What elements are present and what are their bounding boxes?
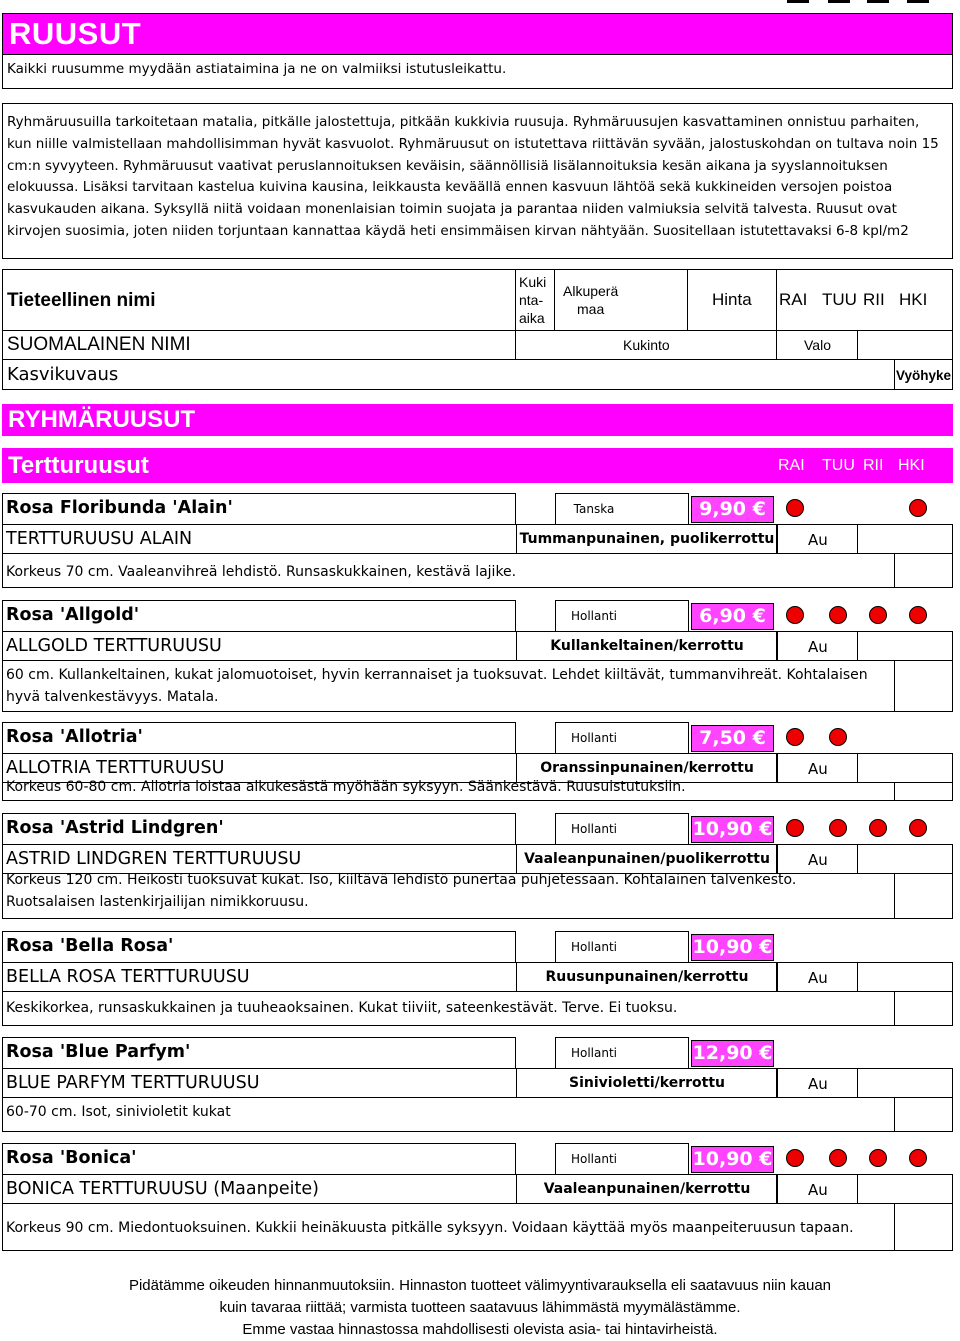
flower-type: Ruusunpunainen/kerrottu	[545, 969, 749, 985]
legend-bloom-cell	[515, 330, 777, 360]
flower-type: Kullankeltainen/kerrottu	[550, 638, 744, 654]
zone-dot	[829, 819, 847, 837]
rose-entry	[2, 1143, 953, 1251]
scientific-name: Rosa 'Allgold'	[6, 605, 140, 625]
empty-cell	[857, 631, 953, 661]
empty-cell	[857, 524, 953, 554]
legend-origin-cell	[554, 269, 688, 331]
plant-description: Keskikorkea, runsaskukkainen ja tuuheaoksainen. Kukat tiiviit, sateenkestävät. Terve. Ei tuoksu.	[6, 1000, 678, 1016]
plant-description: 60 cm. Kullankeltainen, kukat jalomuotoiset, hyvin kerrannaiset ja tuoksuvat. Lehdet kiiltävät, tummanvihreät. Kohtalaisen hyvä talvenkestävyys. Matala.	[6, 667, 868, 705]
scientific-name: Rosa 'Bella Rosa'	[6, 936, 174, 956]
zone-cell	[894, 1097, 953, 1132]
rose-entry	[2, 1037, 953, 1132]
zone-dot	[869, 1149, 887, 1167]
legend-price-cell	[687, 269, 777, 331]
zone-dot	[786, 1149, 804, 1167]
scientific-name: Rosa 'Blue Parfym'	[6, 1042, 191, 1062]
legend-light-cell	[776, 330, 858, 360]
light-requirement: Au	[808, 851, 828, 869]
zone-dot	[786, 499, 804, 517]
origin-country: Hollanti	[570, 822, 618, 836]
section-title: RYHMÄRUUSUT	[8, 406, 196, 433]
scientific-name: Rosa 'Allotria'	[6, 727, 143, 747]
top-mark	[828, 0, 850, 3]
section-bar	[2, 404, 953, 436]
origin-country: Hollanti	[570, 731, 618, 745]
footer-line: kuin tavaraa riittää; varmista tuotteen saatavuus lähimmästä myymälästämme.	[219, 1299, 741, 1316]
top-mark	[907, 0, 929, 3]
price-tag: 6,90 €	[691, 603, 774, 630]
intro-box	[2, 55, 953, 89]
zone-header-hki: HKI	[898, 457, 925, 474]
legend-finnish-cell	[2, 330, 516, 360]
subsection-bar	[2, 448, 953, 483]
zone-dot	[786, 606, 804, 624]
top-mark	[787, 0, 809, 3]
page-title: RUUSUT	[9, 16, 142, 51]
flower-type: Oranssinpunainen/kerrottu	[540, 760, 754, 776]
legend-zone-cell	[894, 359, 953, 390]
price-tag: 10,90 €	[691, 934, 774, 961]
light-requirement: Au	[808, 969, 828, 987]
legend-scientific-name: Tieteellinen nimi	[7, 290, 156, 311]
rose-entry	[2, 493, 953, 588]
flower-type: Tummanpunainen, puolikerrottu	[519, 531, 775, 547]
zone-dot	[829, 728, 847, 746]
finnish-name: BONICA TERTTURUUSU (Maanpeite)	[6, 1179, 319, 1199]
legend-zone: Vyöhyke	[896, 368, 952, 383]
light-requirement: Au	[808, 531, 828, 549]
empty-cell	[857, 962, 953, 992]
legend-price: Hinta	[712, 290, 752, 309]
footer-line: Emme vastaa hinnastossa mahdollisesti olevista asia- tai hintavirheistä.	[242, 1321, 718, 1338]
legend-scientific-cell	[2, 269, 516, 331]
footer-line: Pidätämme oikeuden hinnanmuutoksiin. Hinnaston tuotteet välimyyntivarauksella eli saatavuus niin kauan	[128, 1277, 832, 1294]
price-tag: 12,90 €	[691, 1040, 774, 1067]
finnish-name: ASTRID LINDGREN TERTTURUUSU	[6, 849, 302, 869]
legend-bloom-time: Kuki nta- aika	[515, 269, 555, 331]
legend-light: Valo	[804, 337, 831, 353]
scientific-name: Rosa Floribunda 'Alain'	[6, 498, 233, 518]
rose-entry	[2, 931, 953, 1026]
plant-description: Korkeus 90 cm. Miedontuoksuinen. Kukkii heinäkuusta pitkälle syksyyn. Voidaan käyttää myös maanpeiteruusun tapaan.	[6, 1220, 854, 1236]
zone-dot	[829, 606, 847, 624]
intro-text: Kaikki ruusumme myydään astiataimina ja ne on valmiiksi istutusleikattu.	[7, 61, 507, 77]
title-banner	[2, 13, 953, 55]
zone-cell	[894, 873, 953, 919]
light-requirement: Au	[808, 1181, 828, 1199]
legend-zones-cell	[776, 269, 953, 331]
plant-description: Korkeus 60-80 cm. Allotria loistaa alkukesästä myöhään syksyyn. Säänkestävä. Ruusuistutuksiin.	[6, 779, 686, 795]
zone-dot	[786, 819, 804, 837]
legend-zone-hki: HKI	[899, 290, 928, 309]
light-requirement: Au	[808, 760, 828, 778]
zone-header-tuu: TUU	[822, 457, 855, 474]
legend-description-cell	[2, 359, 895, 390]
price-tag: 9,90 €	[691, 496, 774, 523]
rose-entry	[2, 813, 953, 919]
light-requirement: Au	[808, 638, 828, 656]
plant-description: Korkeus 70 cm. Vaaleanvihreä lehdistö. Runsaskukkainen, kestävä lajike.	[6, 564, 517, 580]
legend-origin: Alkuperä maa	[563, 283, 619, 317]
empty-cell	[857, 1068, 953, 1098]
legend-zone-rai: RAI	[779, 290, 808, 309]
zone-header-rai: RAI	[778, 457, 805, 474]
origin-country: Hollanti	[570, 609, 618, 623]
origin-country: Hollanti	[570, 1046, 618, 1060]
flower-type: Sinivioletti/kerrottu	[569, 1075, 725, 1091]
zone-dot	[909, 606, 927, 624]
description: Ryhmäruusuilla tarkoitetaan matalia, pitkälle jalostettuja, pitkään kukkivia ruusuja. Ryhmäruusujen kasvattaminen onnistuu parhaiten, kun niille valmistellaan mahdollisimman hyvät kasvuolot. Ryhmäruusut on istutettava riittävän syvään, jalostuskohdan on tultava noin 15 cm:n syvyyteen. Ryhmäruusut vaativat peruslannoituksen keväisin, säännöllisiä lisälannoituksia kesän aikana ja syyslannoituksen elokuussa. Lisäksi tarvitaan kastelua kuivina kausina, leikkausta keväällä ennen kasvuun lähtöä sekä kukkineiden versojen poistoa kasvukauden aikana. Syksyllä niitä voidaan monenlaisian toimin suojata ja parantaa niiden valmiuksia selvitä talvesta. Ruusut ovat kirvojen suosimia, joten niiden torjuntaan kannattaa käydä heti ensimmäisen kirvan nähtyään. Suositellaan istutettavaksi 6-8 kpl/m2	[2, 103, 953, 259]
price-tag: 10,90 €	[691, 816, 774, 843]
finnish-name: BELLA ROSA TERTTURUUSU	[6, 967, 250, 987]
origin-country: Hollanti	[570, 940, 618, 954]
legend-bloom: Kukinto	[623, 337, 670, 353]
legend-finnish-name: SUOMALAINEN NIMI	[7, 334, 191, 355]
subsection-title: Tertturuusut	[8, 452, 149, 479]
plant-description: Korkeus 120 cm. Heikosti tuoksuvat kukat. Iso, kiiltävä lehdistö punertaa puhjetessaan. Kohtalainen talvenkesto. Ruotsalaisen lastenkirjailijan nimikkoruusu.	[6, 872, 797, 910]
legend-plant-description: Kasvikuvaus	[7, 364, 119, 385]
scientific-name: Rosa 'Astrid Lindgren'	[6, 818, 224, 838]
zone-dot	[909, 819, 927, 837]
flower-type: Vaaleanpunainen/kerrottu	[543, 1181, 751, 1197]
flower-type: Vaaleanpunainen/puolikerrottu	[524, 851, 770, 867]
empty-cell	[857, 1174, 953, 1204]
finnish-name: BLUE PARFYM TERTTURUUSU	[6, 1073, 260, 1093]
zone-cell	[894, 782, 953, 801]
light-requirement: Au	[808, 1075, 828, 1093]
price-tag: 7,50 €	[691, 725, 774, 752]
rose-entry	[2, 600, 953, 712]
top-mark	[867, 0, 889, 3]
zone-dot	[786, 728, 804, 746]
zone-dot	[869, 606, 887, 624]
legend-zone-tuu: TUU	[822, 290, 857, 309]
plant-description: 60-70 cm. Isot, sinivioletit kukat	[6, 1104, 231, 1120]
legend-empty-cell	[857, 330, 953, 360]
finnish-name: ALLOTRIA TERTTURUUSU	[6, 758, 225, 778]
zone-cell	[894, 1203, 953, 1251]
origin-country: Hollanti	[570, 1152, 618, 1166]
rose-entry	[2, 722, 953, 801]
zone-dot	[909, 1149, 927, 1167]
origin-country: Tanska	[573, 502, 615, 516]
zone-dot	[869, 819, 887, 837]
zone-dot	[909, 499, 927, 517]
finnish-name: TERTTURUUSU ALAIN	[6, 529, 193, 549]
zone-header-rii: RII	[863, 457, 884, 474]
scientific-name: Rosa 'Bonica'	[6, 1148, 137, 1168]
zone-dot	[829, 1149, 847, 1167]
legend-zone-rii: RII	[863, 290, 885, 309]
zone-cell	[894, 991, 953, 1026]
finnish-name: ALLGOLD TERTTURUUSU	[6, 636, 222, 656]
footer	[0, 1275, 960, 1341]
zone-cell	[894, 660, 953, 712]
zone-cell	[894, 553, 953, 588]
price-tag: 10,90 €	[691, 1146, 774, 1173]
